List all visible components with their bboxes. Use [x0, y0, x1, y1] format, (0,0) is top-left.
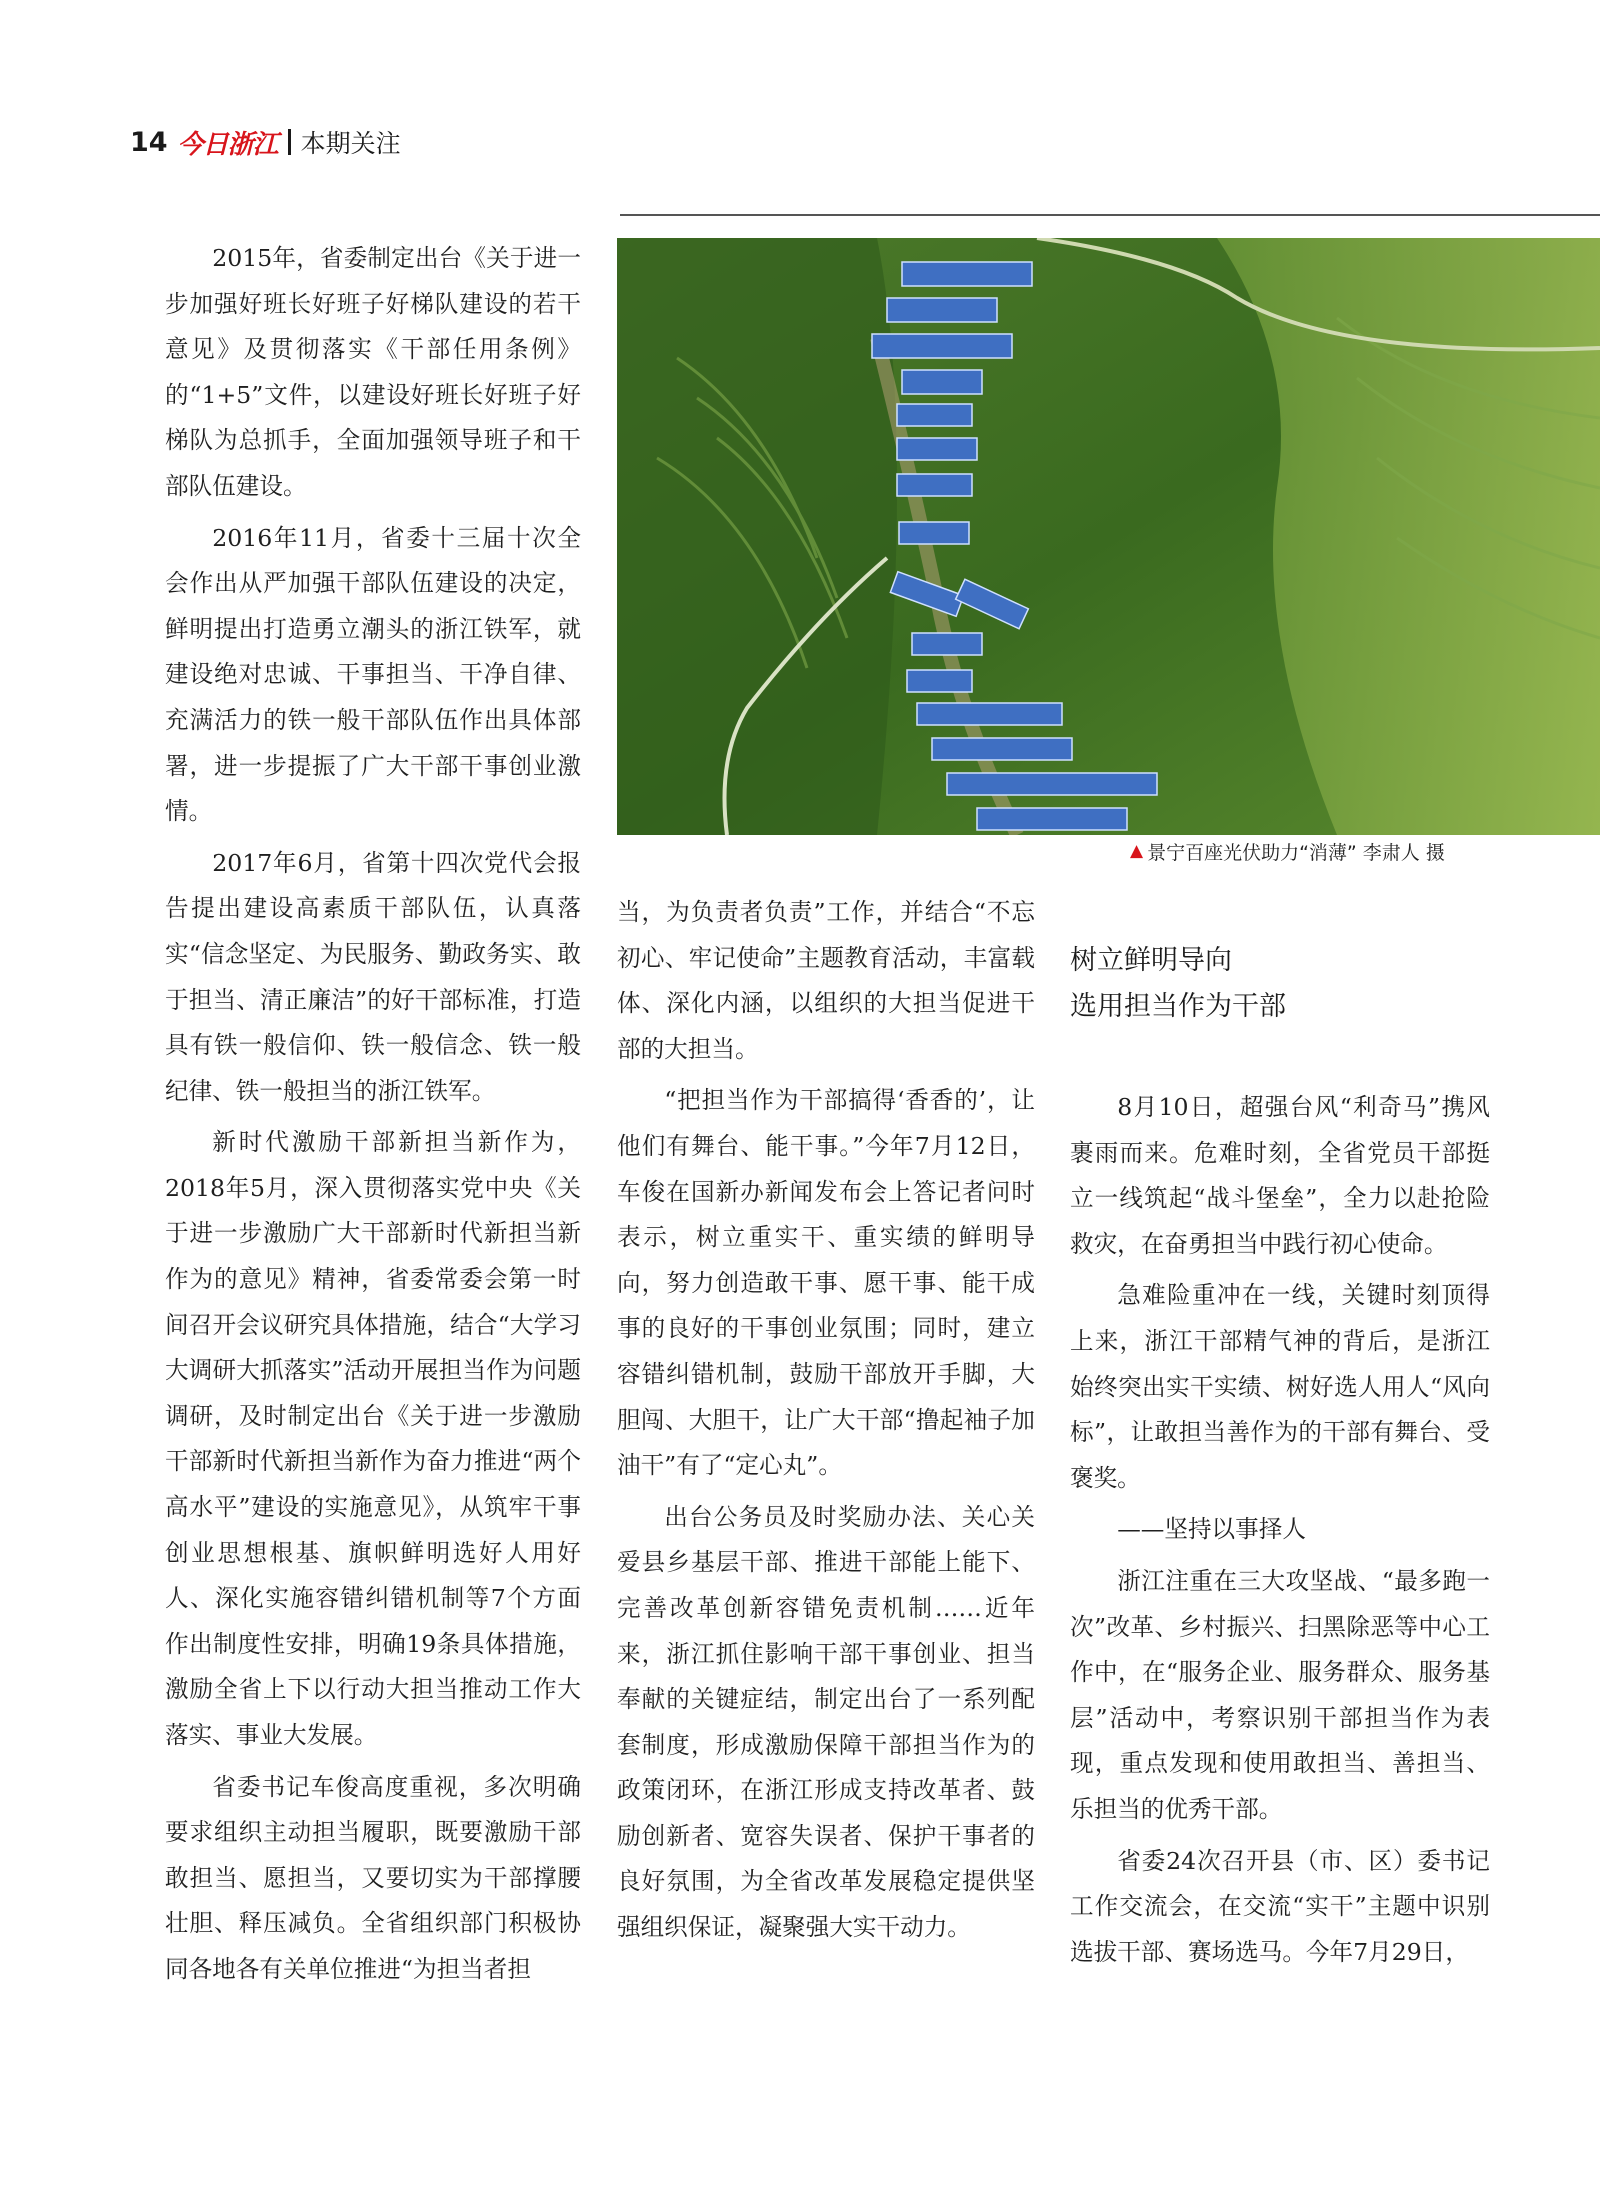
paragraph: 8月10日，超强台风“利奇马”携风裹雨而来。危难时刻，全省党员干部挺立一线筑起“战斗堡垒”，全力以赴抢险救灾，在奋勇担当中践行初心使命。	[1070, 1093, 1490, 1258]
paragraph: 当，为负责者负责”工作，并结合“不忘初心、牢记使命”主题教育活动，丰富载体、深化内涵，以组织的大担当促进干部的大担当。	[617, 898, 1035, 1063]
article-middle-column	[617, 890, 1035, 1957]
paragraph: 出台公务员及时奖励办法、关心关爱县乡基层干部、推进干部能上能下、完善改革创新容错免责机制……近年来，浙江抓住影响干部干事创业、担当奉献的关键症结，制定出台了一系列配套制度，形成激励保障干部担当作为的政策闭环，在浙江形成支持改革者、鼓励创新者、宽容失误者、保护干事者的良好氛围，为全省改革发展稳定提供坚强组织保证，凝聚强大实干动力。	[617, 1502, 1035, 1942]
aerial-solar-panels-mountain-icon	[617, 238, 1600, 835]
header-divider	[288, 129, 291, 155]
paragraph: 2016年11月，省委十三届十次全会作出从严加强干部队伍建设的决定，鲜明提出打造勇立潮头的浙江铁军，就建设绝对忠诚、干事担当、干净自律、充满活力的铁一般干部队伍作出具体部署，进一步提振了广大干部干事创业激情。	[165, 523, 581, 826]
paragraph: ——坚持以事择人	[1117, 1515, 1306, 1544]
caption-text: 景宁百座光伏助力“消薄” 李肃人 摄	[1147, 841, 1445, 864]
subheading-line-2: 选用担当作为干部	[1070, 991, 1286, 1022]
aerial-photo	[617, 238, 1600, 835]
article-right-column	[1070, 1085, 1490, 1981]
paragraph: 急难险重冲在一线，关键时刻顶得上来，浙江干部精气神的背后，是浙江始终突出实干实绩、树好选人用人“风向标”，让敢担当善作为的干部有舞台、受褒奖。	[1070, 1281, 1490, 1492]
paragraph: 新时代激励干部新担当新作为，2018年5月，深入贯彻落实党中央《关于进一步激励广大干部新时代新担当新作为的意见》精神，省委常委会第一时间召开会议研究具体措施，结合“大学习大调研大抓落实”活动开展担当作为问题调研，及时制定出台《关于进一步激励干部新时代新担当新作为奋力推进“两个高水平”建设的实施意见》，从筑牢干事创业思想根基、旗帜鲜明选好人用好人、深化实施容错纠错机制等7个方面作出制度性安排，明确19条具体措施，激励全省上下以行动大担当推动工作大落实、事业大发展。	[165, 1128, 581, 1749]
page-header	[130, 124, 401, 160]
section-name: 本期关注	[300, 129, 401, 158]
subheading-line-1: 树立鲜明导向	[1070, 945, 1232, 976]
photo-caption	[1130, 835, 1600, 867]
paragraph: 2017年6月，省第十四次党代会报告提出建设高素质干部队伍，认真落实“信念坚定、为民服务、勤政务实、敢于担当、清正廉洁”的好干部标准，打造具有铁一般信仰、铁一般信念、铁一般纪律、铁一般担当的浙江铁军。	[165, 848, 581, 1105]
page-number: 14	[130, 126, 168, 158]
article-left-column	[165, 236, 581, 1999]
top-rule	[620, 214, 1600, 216]
section-subheading	[1070, 938, 1490, 1030]
paragraph: “把担当作为干部搞得‘香香的’，让他们有舞台、能干事。”今年7月12日，车俊在国新办新闻发布会上答记者问时表示，树立重实干、重实绩的鲜明导向，努力创造敢干事、愿干事、能干成事的良好的干事创业氛围；同时，建立容错纠错机制，鼓励干部放开手脚，大胆闯、大胆干，让广大干部“撸起袖子加油干”有了“定心丸”。	[617, 1086, 1035, 1480]
paragraph: 省委24次召开县（市、区）委书记工作交流会，在交流“实干”主题中识别选拔干部、赛场选马。今年7月29日，	[1070, 1846, 1490, 1966]
paragraph: 省委书记车俊高度重视，多次明确要求组织主动担当履职，既要激励干部敢担当、愿担当，又要切实为干部撑腰壮胆、释压减负。全省组织部门积极协同各地各有关单位推进“为担当者担	[165, 1772, 581, 1983]
paragraph: 2015年，省委制定出台《关于进一步加强好班长好班子好梯队建设的若干意见》及贯彻落实《干部任用条例》的“1+5”文件，以建设好班长好班子好梯队为总抓手，全面加强领导班子和干部队伍建设。	[165, 244, 581, 500]
magazine-logo: 今日浙江	[177, 129, 278, 160]
paragraph: 浙江注重在三大攻坚战、“最多跑一次”改革、乡村振兴、扫黑除恶等中心工作中，在“服务企业、服务群众、服务基层”活动中，考察识别干部担当作为表现，重点发现和使用敢担当、善担当、乐担当的优秀干部。	[1070, 1566, 1490, 1823]
caption-triangle-icon: ▲	[1130, 841, 1144, 861]
